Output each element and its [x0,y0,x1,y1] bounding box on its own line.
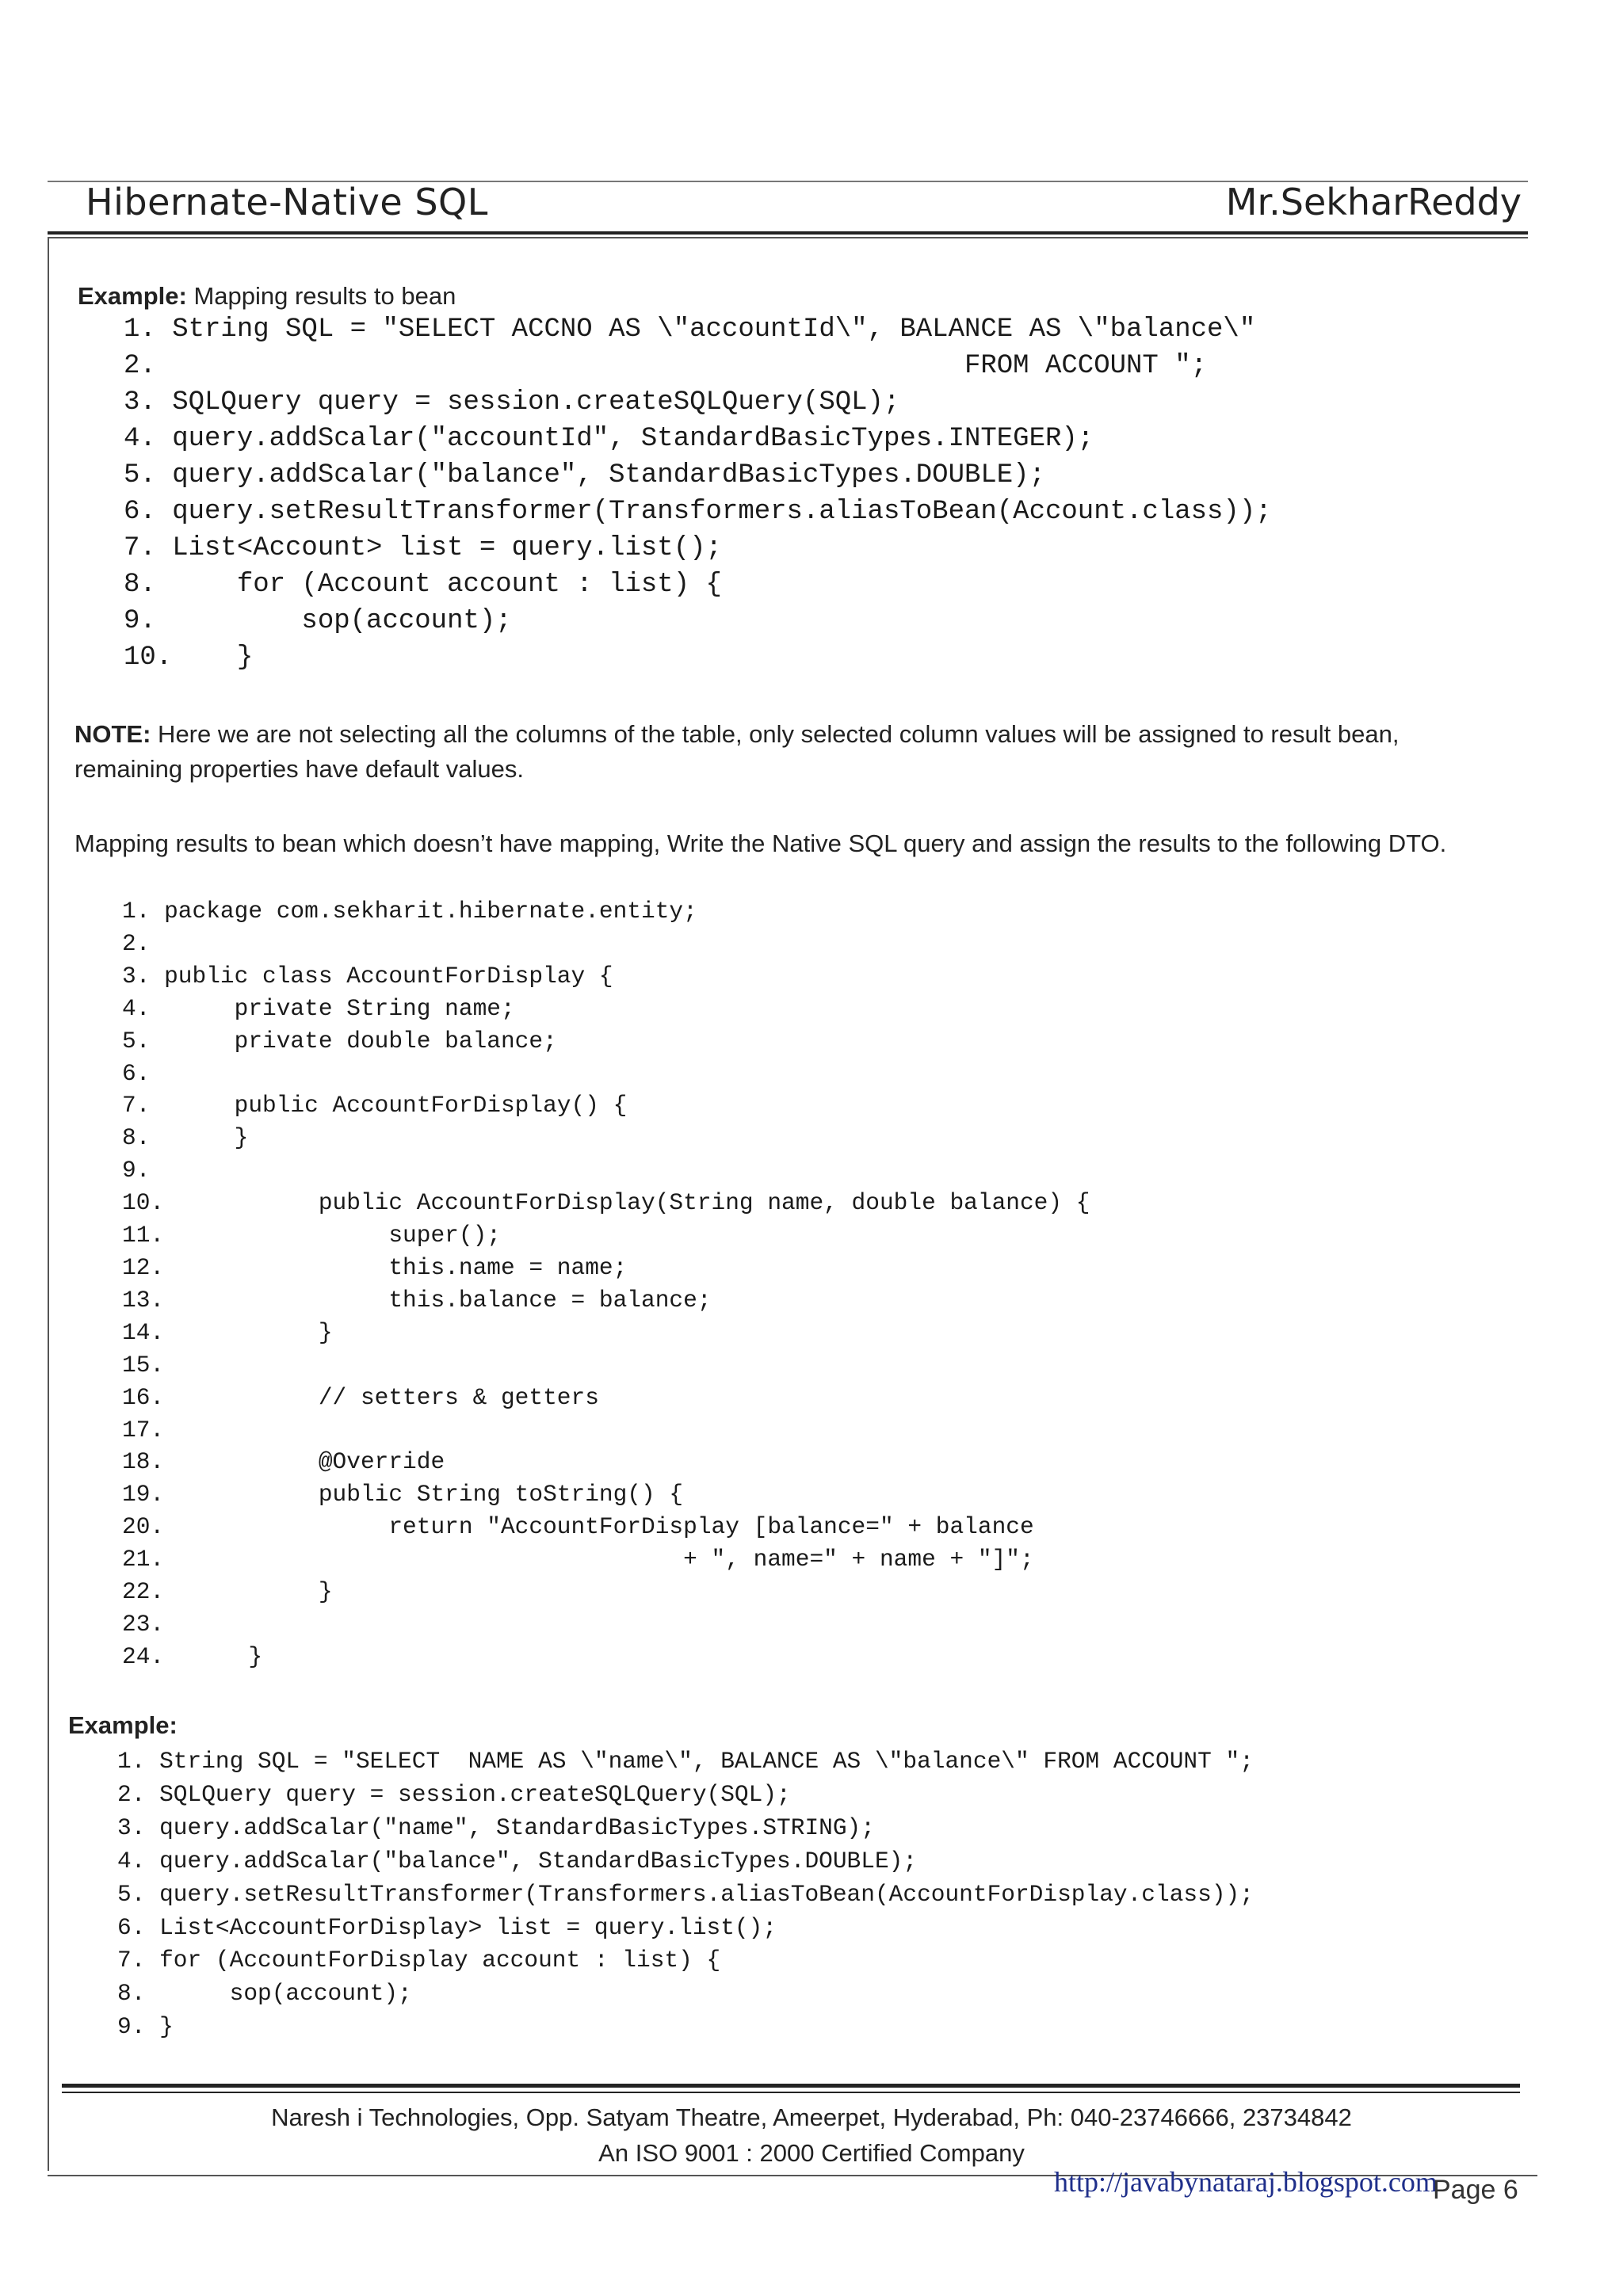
intro-paragraph [74,826,1533,861]
code-line: 3. query.addScalar("name", StandardBasicTypes.STRING); [117,1814,875,1841]
author-name: Mr.SekharReddy [1225,181,1522,223]
code-line: 8. sop(account); [117,1980,412,2008]
code-line: 17. [122,1416,165,1444]
code-line: 10. } [124,643,254,673]
example1-label-rest: Mapping results to bean [186,282,456,310]
note-text: Here we are not selecting all the columns of the table, only selected column values will be assigned to result bean, remaining properties have default values. [74,720,1400,783]
code-line: 9. } [117,2013,174,2041]
note-paragraph [74,717,1501,787]
code-line: 1. package com.sekharit.hibernate.entity; [122,898,697,925]
example2-label [68,1711,178,1740]
code-line: 8. } [122,1124,249,1152]
code-line: 23. [122,1610,165,1638]
intro-text: Mapping results to bean which doesn’t have mapping, Write the Native SQL query and assign the results to the following DTO. [74,830,1447,857]
code-line: 20. return "AccountForDisplay [balance=" + balance [122,1513,1034,1541]
code-line: 1. String SQL = "SELECT NAME AS \"name\", BALANCE AS \"balance\" FROM ACCOUNT "; [117,1748,1254,1775]
code-line: 6. List<AccountForDisplay> list = query.list(); [117,1913,777,1941]
code-line: 13. this.balance = balance; [122,1286,712,1314]
class-code [122,895,1090,1673]
example1-code [124,311,1272,676]
code-line: 3. SQLQuery query = session.createSQLQuery(SQL); [124,387,900,418]
code-line: 7. List<Account> list = query.list(); [124,533,722,563]
code-line: 7. for (AccountForDisplay account : list) { [117,1947,721,1974]
code-line: 7. public AccountForDisplay() { [122,1092,628,1119]
code-line: 4. query.addScalar("accountId", StandardBasicTypes.INTEGER); [124,424,1094,454]
code-line: 24. } [122,1642,263,1670]
code-line: 1. String SQL = "SELECT ACCNO AS \"accountId\", BALANCE AS \"balance\" [124,315,1256,345]
code-line: 10. public AccountForDisplay(String name, double balance) { [122,1189,1090,1217]
code-line: 21. + ", name=" + name + "]"; [122,1546,1034,1573]
code-line: 3. public class AccountForDisplay { [122,962,613,990]
code-line: 9. sop(account); [124,606,512,636]
code-line: 2. FROM ACCOUNT "; [124,351,1208,381]
code-line: 2. SQLQuery query = session.createSQLQuery(SQL); [117,1780,791,1808]
code-line: 14. } [122,1318,333,1346]
header-rule-thick [48,231,1528,235]
code-line: 4. private String name; [122,994,515,1022]
code-line: 18. @Override [122,1448,445,1476]
header-rule-thin [48,237,1528,238]
code-line: 5. query.setResultTransformer(Transformers.aliasToBean(AccountForDisplay.class)); [117,1880,1254,1908]
blog-link[interactable]: http://javabynataraj.blogspot.com [1054,2166,1438,2198]
left-margin-rule [48,238,49,2171]
code-line: 2. [122,929,151,957]
footer-rule-thin [62,2092,1520,2093]
example1-label [78,282,456,311]
example2-code [117,1745,1254,2044]
code-line: 22. } [122,1578,333,1606]
page-number: Page 6 [1433,2175,1518,2205]
note-label: NOTE: [74,720,151,748]
example2-label-bold: Example: [68,1711,178,1739]
code-line: 11. super(); [122,1222,501,1249]
code-line: 16. // setters & getters [122,1383,599,1411]
code-line: 5. query.addScalar("balance", StandardBasicTypes.DOUBLE); [124,460,1045,490]
code-line: 9. [122,1157,151,1184]
footer-address: Naresh i Technologies, Opp. Satyam Theatre, Ameerpet, Hyderabad, Ph: 040-23746666, 23734842 [271,2103,1352,2131]
footer-rule-thick [62,2084,1520,2088]
code-line: 19. public String toString() { [122,1481,684,1508]
code-line: 8. for (Account account : list) { [124,570,722,600]
example1-label-bold: Example: [78,282,187,310]
code-line: 4. query.addScalar("balance", StandardBasicTypes.DOUBLE); [117,1847,918,1875]
code-line: 6. [122,1059,151,1087]
page-header [86,181,1522,228]
code-line: 5. private double balance; [122,1027,557,1055]
code-line: 6. query.setResultTransformer(Transformers.aliasToBean(Account.class)); [124,497,1272,527]
code-line: 15. [122,1351,165,1379]
footer-iso: An ISO 9001 : 2000 Certified Company [598,2139,1025,2167]
page-title: Hibernate-Native SQL [86,181,488,223]
code-line: 12. this.name = name; [122,1253,628,1281]
